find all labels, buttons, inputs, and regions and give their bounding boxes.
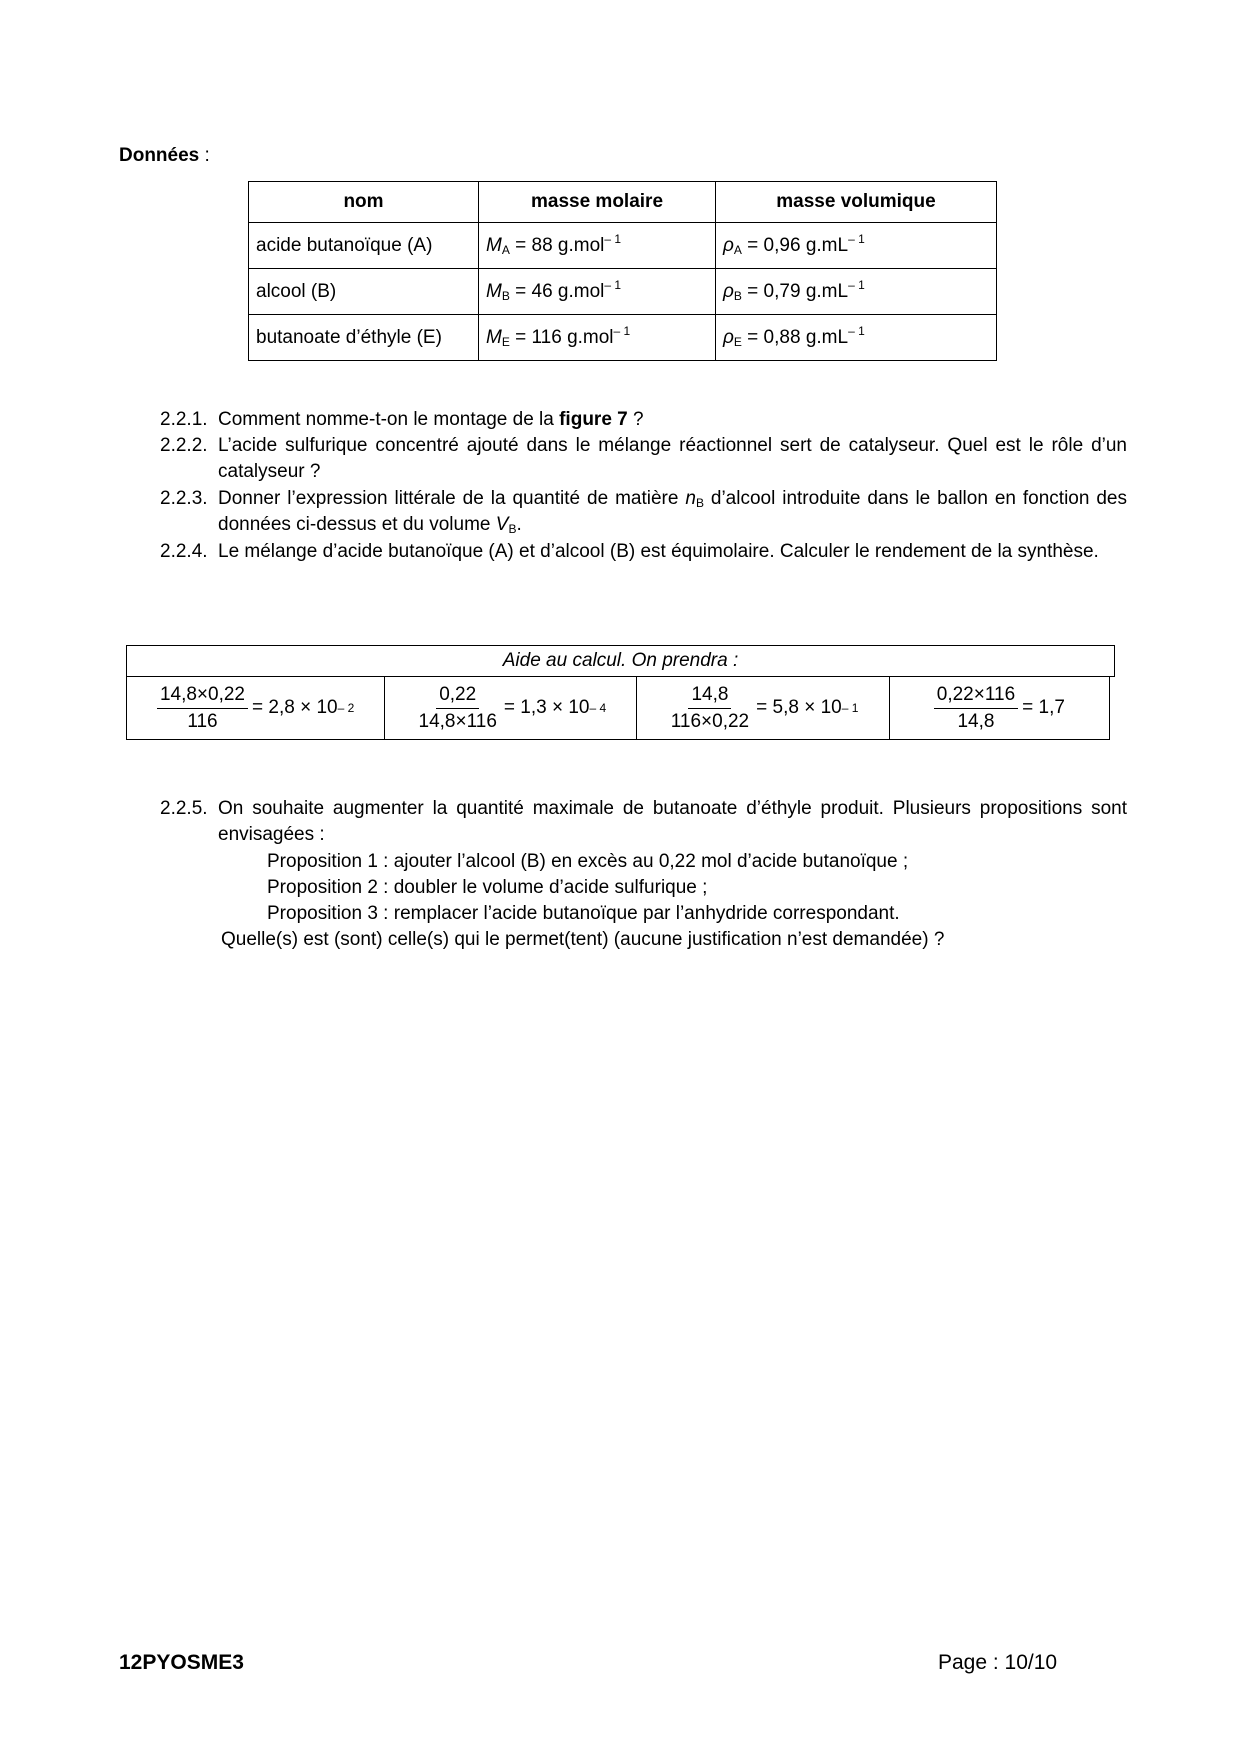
footer-page-number: Page : 10/10 bbox=[938, 1651, 1058, 1674]
table-cell-masse-volumique: $\rho_A = 0,96$ $g.mL^{- 1}$ bbox=[716, 223, 997, 269]
table-cell-nom: alcool (B) bbox=[249, 269, 479, 315]
question-2-2-3: 2.2.3. Donner l’expression littérale de la quantité de matière $n_B$ d’alcool introduite dans le ballon en fonction des données ci-dessus et du volume $V_B$. bbox=[160, 488, 1127, 536]
question-2-2-5-final: Quelle(s) est (sont) celle(s) qui le permet(tent) (aucune justification n’est demandée) ? bbox=[221, 929, 945, 950]
table-header-row bbox=[249, 182, 997, 223]
aide-title: Aide au calcul. On prendra : bbox=[126, 645, 1115, 677]
question-2-2-4: 2.2.4. Le mélange d’acide butanoïque (A) et d’alcool (B) est équimolaire. Calculer le rendement de la synthèse. bbox=[160, 541, 1099, 562]
donnees-heading: Données : bbox=[119, 145, 210, 166]
aide-row bbox=[126, 677, 1110, 740]
table-header: masse molaire bbox=[479, 182, 716, 223]
footer-code: 12PYOSME3 bbox=[119, 1651, 244, 1674]
question-2-2-5: 2.2.5. On souhaite augmenter la quantité maximale de butanoate d’éthyle produit. Plusieurs propositions sont envisagées : bbox=[160, 798, 1127, 845]
table-cell-masse-volumique: $\rho_E = 0,88$ $g.mL^{- 1}$ bbox=[716, 315, 997, 361]
proposition-3: Proposition 3 : remplacer l’acide butanoïque par l’anhydride correspondant. bbox=[267, 903, 900, 924]
table-cell-masse-molaire: $M_E = 116$ g.mol$^{- 1}$ bbox=[479, 315, 716, 361]
table-row bbox=[249, 223, 997, 269]
proposition-2: Proposition 2 : doubler le volume d’acide sulfurique ; bbox=[267, 877, 708, 898]
data-table bbox=[248, 181, 997, 361]
aide-cell: $\frac{0,22}{14,8\times 116}$ = 1,3 × 10 – 4 bbox=[385, 677, 637, 739]
aide-cell: $\frac{14,8\times 0,22}{116}$ = 2,8 × 10 – 2 bbox=[127, 677, 385, 739]
table-cell-nom: acide butanoïque (A) bbox=[249, 223, 479, 269]
table-header: nom bbox=[249, 182, 479, 223]
table-header: masse volumique bbox=[716, 182, 997, 223]
aide-au-calcul-box bbox=[126, 645, 1115, 740]
proposition-1: Proposition 1 : ajouter l’alcool (B) en excès au 0,22 mol d’acide butanoïque ; bbox=[267, 851, 909, 872]
aide-cell: $\frac{0,22\times 116}{14,8}$ = 1,7 bbox=[890, 677, 1109, 739]
aide-cell: $\frac{14,8}{116\times 0,22}$ = 5,8 × 10 – 1 bbox=[637, 677, 889, 739]
table-row bbox=[249, 269, 997, 315]
table-cell-masse-molaire: $M_A = 88$ g.mol$^{- 1}$ bbox=[479, 223, 716, 269]
question-2-2-1: 2.2.1. Comment nomme-t-on le montage de la figure 7 ? bbox=[160, 409, 644, 430]
table-cell-masse-volumique: $\rho_B = 0,79$ $g.mL^{- 1}$ bbox=[716, 269, 997, 315]
table-cell-masse-molaire: $M_B = 46$ g.mol$^{- 1}$ bbox=[479, 269, 716, 315]
question-2-2-2: 2.2.2. L’acide sulfurique concentré ajouté dans le mélange réactionnel sert de catalyseur. Quel est le rôle d’un catalyseur ? bbox=[160, 435, 1127, 482]
table-cell-nom: butanoate d’éthyle (E) bbox=[249, 315, 479, 361]
table-row bbox=[249, 315, 997, 361]
